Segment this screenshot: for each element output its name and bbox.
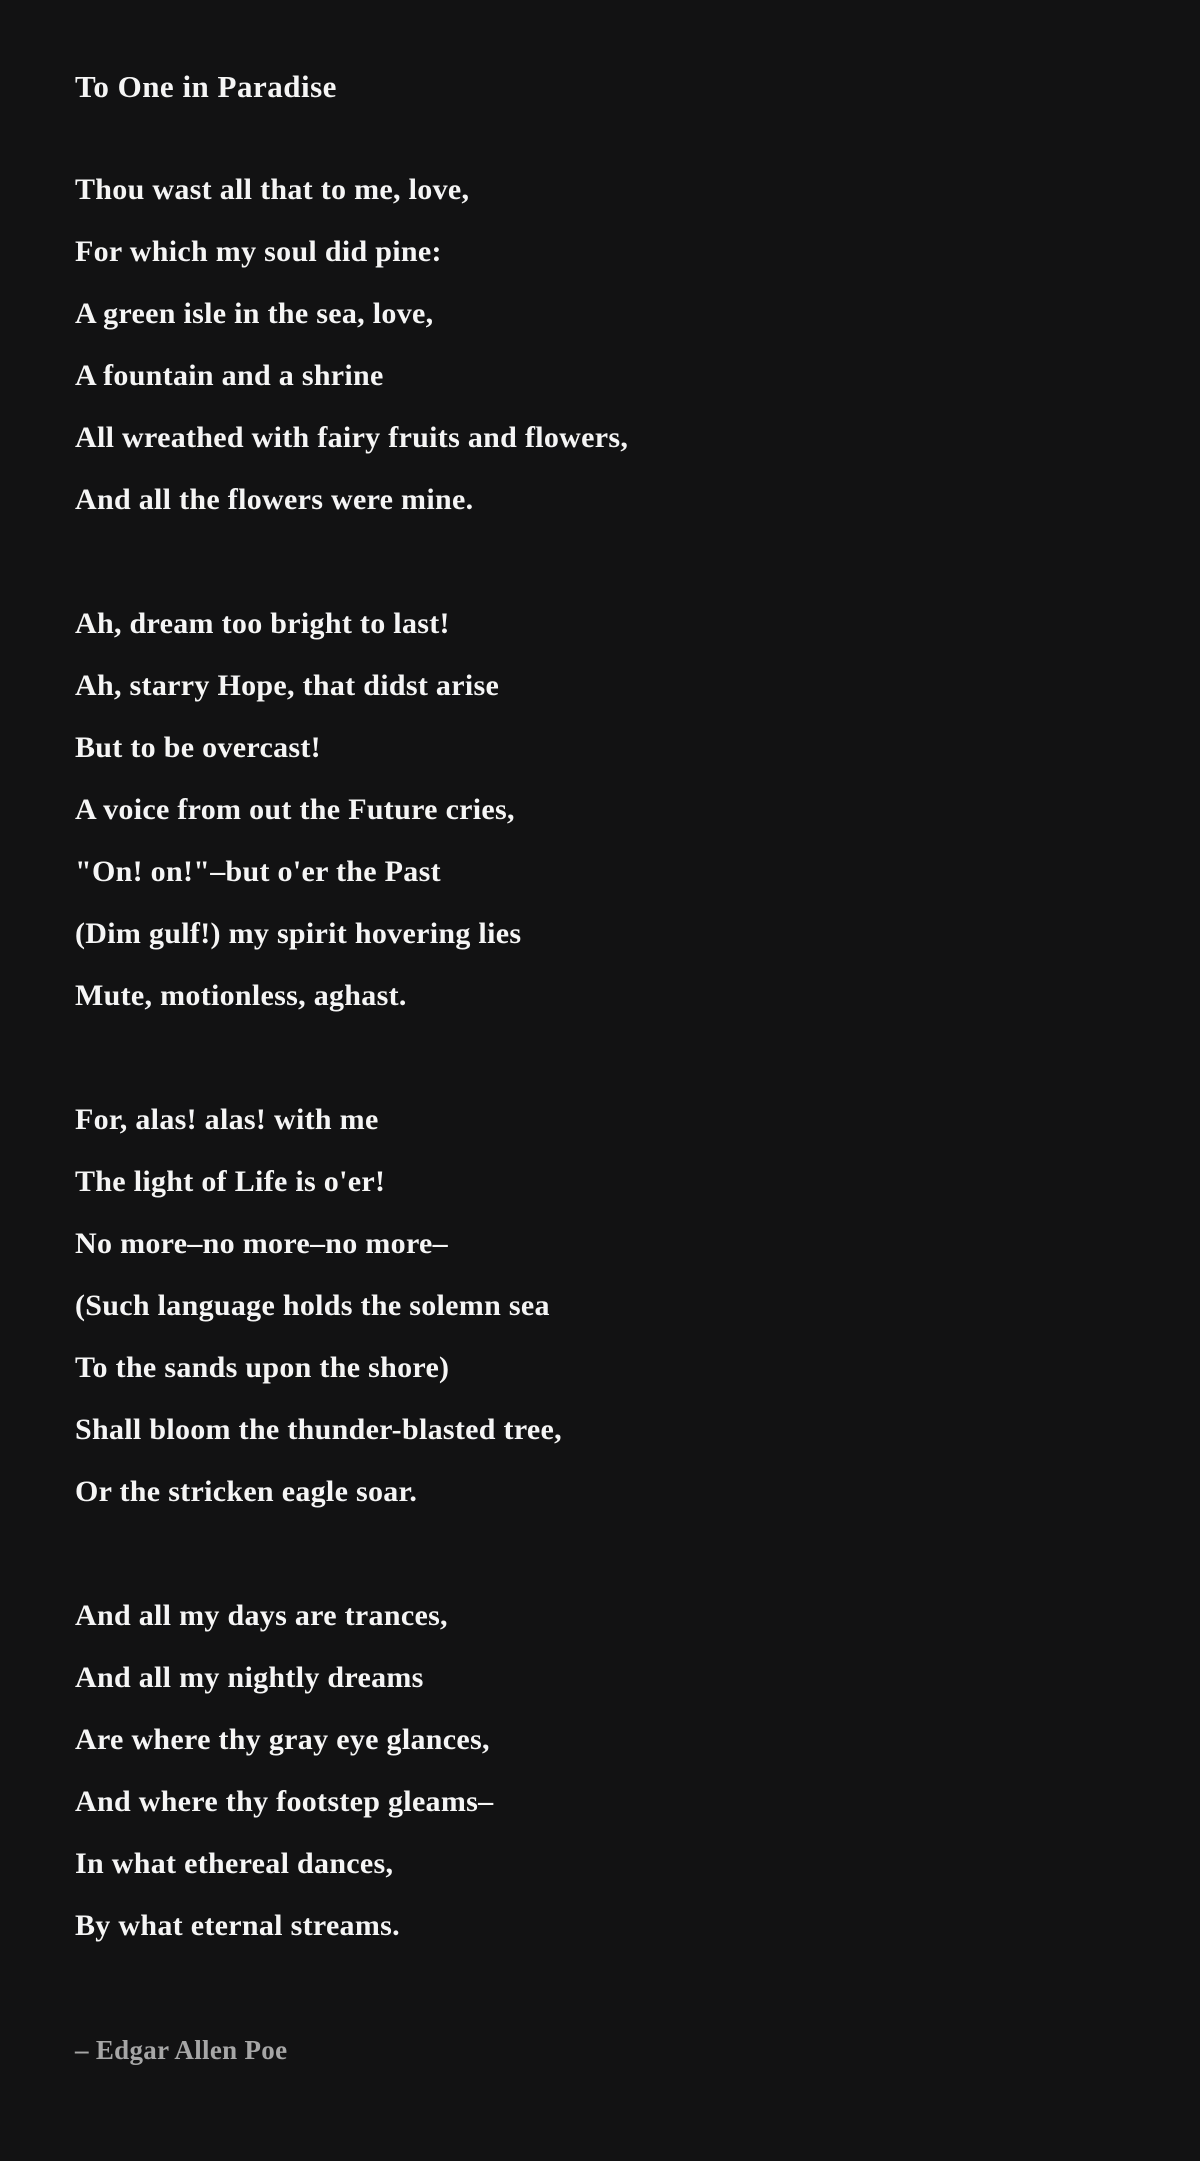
poem-line: Mute, motionless, aghast. bbox=[75, 979, 407, 1012]
poem-line: But to be overcast! bbox=[75, 731, 321, 764]
poem-line: To the sands upon the shore) bbox=[75, 1351, 450, 1384]
stanza-1 bbox=[75, 159, 1160, 531]
poem-attribution: – Edgar Allen Poe bbox=[75, 2035, 288, 2065]
poem-line: And all my nightly dreams bbox=[75, 1661, 424, 1694]
stanza-4 bbox=[75, 1585, 1160, 1957]
poem-line: Ah, dream too bright to last! bbox=[75, 607, 450, 640]
poem-line: By what eternal streams. bbox=[75, 1909, 400, 1942]
poem-line: "On! on!"–but o'er the Past bbox=[75, 855, 441, 888]
stanza-2 bbox=[75, 593, 1160, 1027]
poem-line: (Dim gulf!) my spirit hovering lies bbox=[75, 917, 522, 950]
poem-line: For which my soul did pine: bbox=[75, 235, 442, 268]
poem-line: The light of Life is o'er! bbox=[75, 1165, 386, 1198]
stanza-3 bbox=[75, 1089, 1160, 1523]
poem-line: (Such language holds the solemn sea bbox=[75, 1289, 550, 1322]
poem-line: Thou wast all that to me, love, bbox=[75, 173, 470, 206]
poem-line: Are where thy gray eye glances, bbox=[75, 1723, 490, 1756]
poem-line: Shall bloom the thunder-blasted tree, bbox=[75, 1413, 562, 1446]
poem-line: Ah, starry Hope, that didst arise bbox=[75, 669, 500, 702]
poem-line: All wreathed with fairy fruits and flowers, bbox=[75, 421, 629, 454]
poem-line: A fountain and a shrine bbox=[75, 359, 384, 392]
poem-line: A green isle in the sea, love, bbox=[75, 297, 434, 330]
poem-line: And all my days are trances, bbox=[75, 1599, 448, 1632]
poem-line: Or the stricken eagle soar. bbox=[75, 1475, 418, 1508]
poem-line: No more–no more–no more– bbox=[75, 1227, 448, 1260]
poem-line: For, alas! alas! with me bbox=[75, 1103, 379, 1136]
poem-line: And all the flowers were mine. bbox=[75, 483, 474, 516]
poem-line: A voice from out the Future cries, bbox=[75, 793, 515, 826]
poem-line: In what ethereal dances, bbox=[75, 1847, 394, 1880]
poem-line: And where thy footstep gleams– bbox=[75, 1785, 494, 1818]
poem-title: To One in Paradise bbox=[75, 69, 337, 104]
